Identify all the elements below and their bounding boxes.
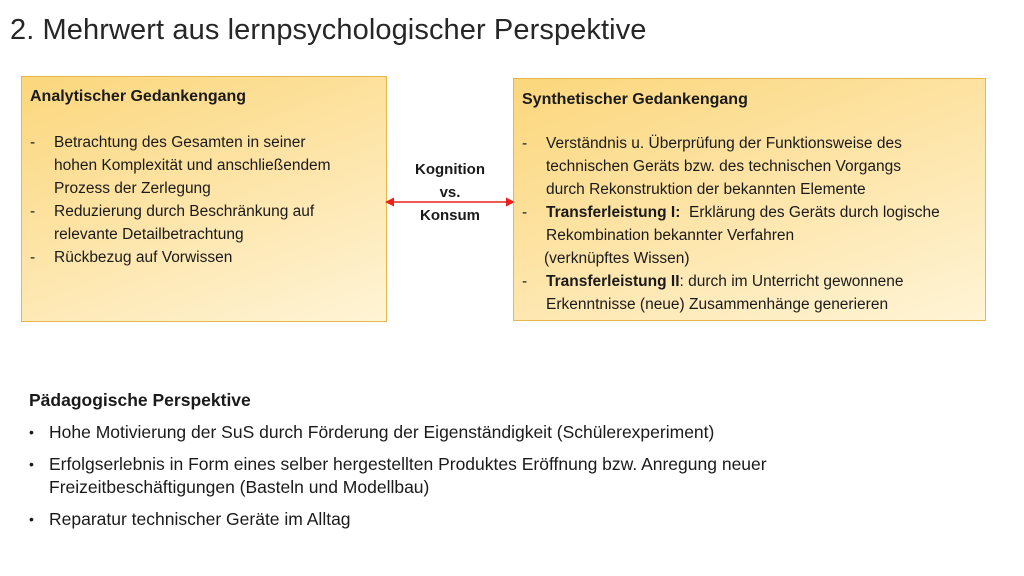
list-item bbox=[30, 200, 376, 246]
bold-term: Transferleistung I: bbox=[546, 204, 681, 221]
bullet-line: Erfolgserlebnis in Form eines selber hergestellten Produktes Eröffnung bzw. Anregung neuer bbox=[49, 454, 767, 474]
list-item bbox=[30, 131, 376, 200]
list-item bbox=[522, 132, 975, 201]
list-item-line: hohen Komplexität und anschließendem bbox=[54, 157, 331, 174]
list-item-rest: Erklärung des Geräts durch logische bbox=[680, 204, 940, 221]
dash-marker: - bbox=[30, 249, 36, 266]
bullet-text bbox=[49, 453, 989, 499]
bullet-item bbox=[29, 453, 989, 499]
bullet-icon: • bbox=[29, 511, 34, 527]
dash-marker: - bbox=[30, 134, 36, 151]
analytic-box-title: Analytischer Gedankengang bbox=[30, 88, 247, 105]
bullet-line: Freizeitbeschäftigungen (Basteln und Modellbau) bbox=[49, 477, 430, 497]
bullet-text bbox=[49, 421, 989, 444]
list-item-line: Rekombination bekannter Verfahren bbox=[546, 227, 795, 244]
dash-marker: - bbox=[522, 204, 528, 221]
list-item-rest: : durch im Unterricht gewonnene bbox=[679, 273, 904, 290]
double-arrow-icon bbox=[384, 195, 516, 209]
list-item-line bbox=[546, 270, 975, 293]
comparison-line-3: Konsum bbox=[420, 207, 480, 224]
list-item bbox=[30, 246, 376, 269]
list-item-text bbox=[546, 132, 975, 201]
list-item-line: Betrachtung des Gesamten in seiner bbox=[54, 134, 306, 151]
list-item-continuation: (verknüpftes Wissen) bbox=[544, 250, 690, 267]
list-item-line: Erkenntnisse (neue) Zusammenhänge generieren bbox=[546, 296, 889, 313]
list-item bbox=[522, 270, 975, 316]
list-item-line: Prozess der Zerlegung bbox=[54, 180, 211, 197]
analytic-box bbox=[21, 76, 387, 322]
comparison-line-1: Kognition bbox=[415, 161, 485, 178]
synthetic-box bbox=[513, 78, 986, 321]
list-item-text bbox=[54, 246, 376, 269]
list-item-line bbox=[546, 201, 975, 224]
slide-title: 2. Mehrwert aus lernpsychologischer Perspektive bbox=[10, 14, 647, 46]
comparison-label bbox=[400, 158, 500, 227]
list-item-line: durch Rekonstruktion der bekannten Elemente bbox=[546, 181, 866, 198]
list-item-text bbox=[546, 270, 975, 316]
list-item-line: technischen Geräts bzw. des technischen Vorgangs bbox=[546, 158, 901, 175]
list-item-text bbox=[54, 131, 376, 200]
bullet-line: Hohe Motivierung der SuS durch Förderung der Eigenständigkeit (Schülerexperiment) bbox=[49, 422, 715, 442]
synthetic-box-title: Synthetischer Gedankengang bbox=[522, 91, 748, 108]
dash-marker: - bbox=[30, 203, 36, 220]
list-item-line: relevante Detailbetrachtung bbox=[54, 226, 244, 243]
dash-marker: - bbox=[522, 273, 528, 290]
comparison-line-2: vs. bbox=[439, 184, 461, 201]
list-item-line: Reduzierung durch Beschränkung auf bbox=[54, 203, 315, 220]
list-item-line: Rückbezug auf Vorwissen bbox=[54, 249, 233, 266]
bullet-line: Reparatur technischer Geräte im Alltag bbox=[49, 509, 351, 529]
dash-marker: - bbox=[522, 135, 528, 152]
pedagogy-section bbox=[29, 389, 989, 540]
list-item bbox=[522, 201, 975, 247]
bold-term: Transferleistung II bbox=[546, 273, 680, 290]
bullet-icon: • bbox=[29, 456, 34, 472]
list-item-line: Verständnis u. Überprüfung der Funktionsweise des bbox=[546, 135, 902, 152]
list-item-text bbox=[546, 201, 975, 247]
bullet-icon: • bbox=[29, 424, 34, 440]
list-item-text bbox=[54, 200, 376, 246]
bullet-text bbox=[49, 508, 989, 531]
pedagogy-title: Pädagogische Perspektive bbox=[29, 390, 251, 410]
bullet-item bbox=[29, 508, 989, 531]
bullet-item bbox=[29, 421, 989, 444]
